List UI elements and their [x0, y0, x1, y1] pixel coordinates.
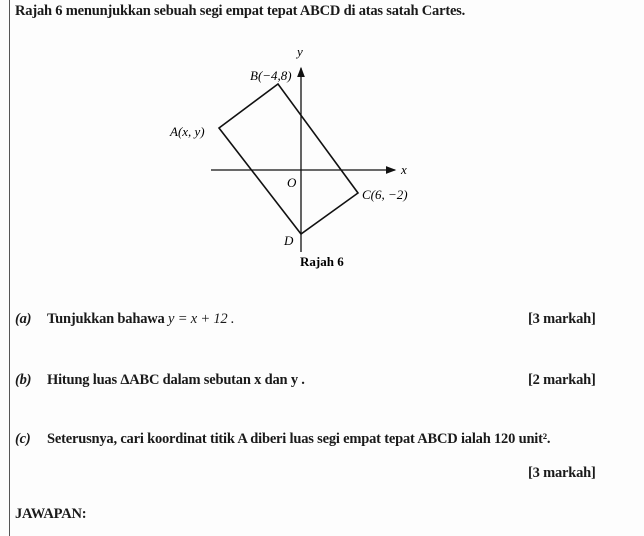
question-a-equation: y = x + 12 .: [168, 311, 235, 327]
rectangle-abcd: [219, 84, 358, 234]
question-c-text: [47, 431, 550, 448]
point-d-label: D: [284, 233, 294, 248]
question-b-marks: [2 markah]: [528, 372, 596, 388]
question-c-label: (c): [15, 431, 31, 447]
origin-label: O: [287, 175, 297, 190]
question-intro: Rajah 6 menunjukkan sebuah segi empat tepat ABCD di atas satah Cartes.: [15, 3, 466, 19]
question-b-label: (b): [15, 372, 32, 388]
question-c-period: .: [546, 431, 551, 447]
x-axis-label: x: [401, 162, 407, 177]
question-b-text: Hitung luas ΔABC dalam sebutan x dan y .: [47, 372, 305, 388]
question-a-label: (a): [15, 311, 32, 327]
y-axis-label: y: [297, 44, 303, 59]
diagram-caption: Rajah 6: [300, 254, 344, 269]
question-c-prompt: Seterusnya, cari koordinat titik A diberi luas segi empat tepat ABCD ialah 120 unit²: [47, 431, 547, 447]
question-c-marks: [3 markah]: [528, 465, 596, 481]
point-a-label: A(x, y): [170, 124, 205, 139]
question-a-marks: [3 markah]: [528, 311, 596, 327]
point-c-label: C(6, −2): [362, 187, 408, 202]
answer-heading: JAWAPAN:: [15, 506, 87, 522]
point-b-label: B(−4,8): [250, 68, 292, 83]
question-a-prompt: Tunjukkan bahawa: [47, 311, 165, 327]
question-a-text: [47, 311, 234, 328]
